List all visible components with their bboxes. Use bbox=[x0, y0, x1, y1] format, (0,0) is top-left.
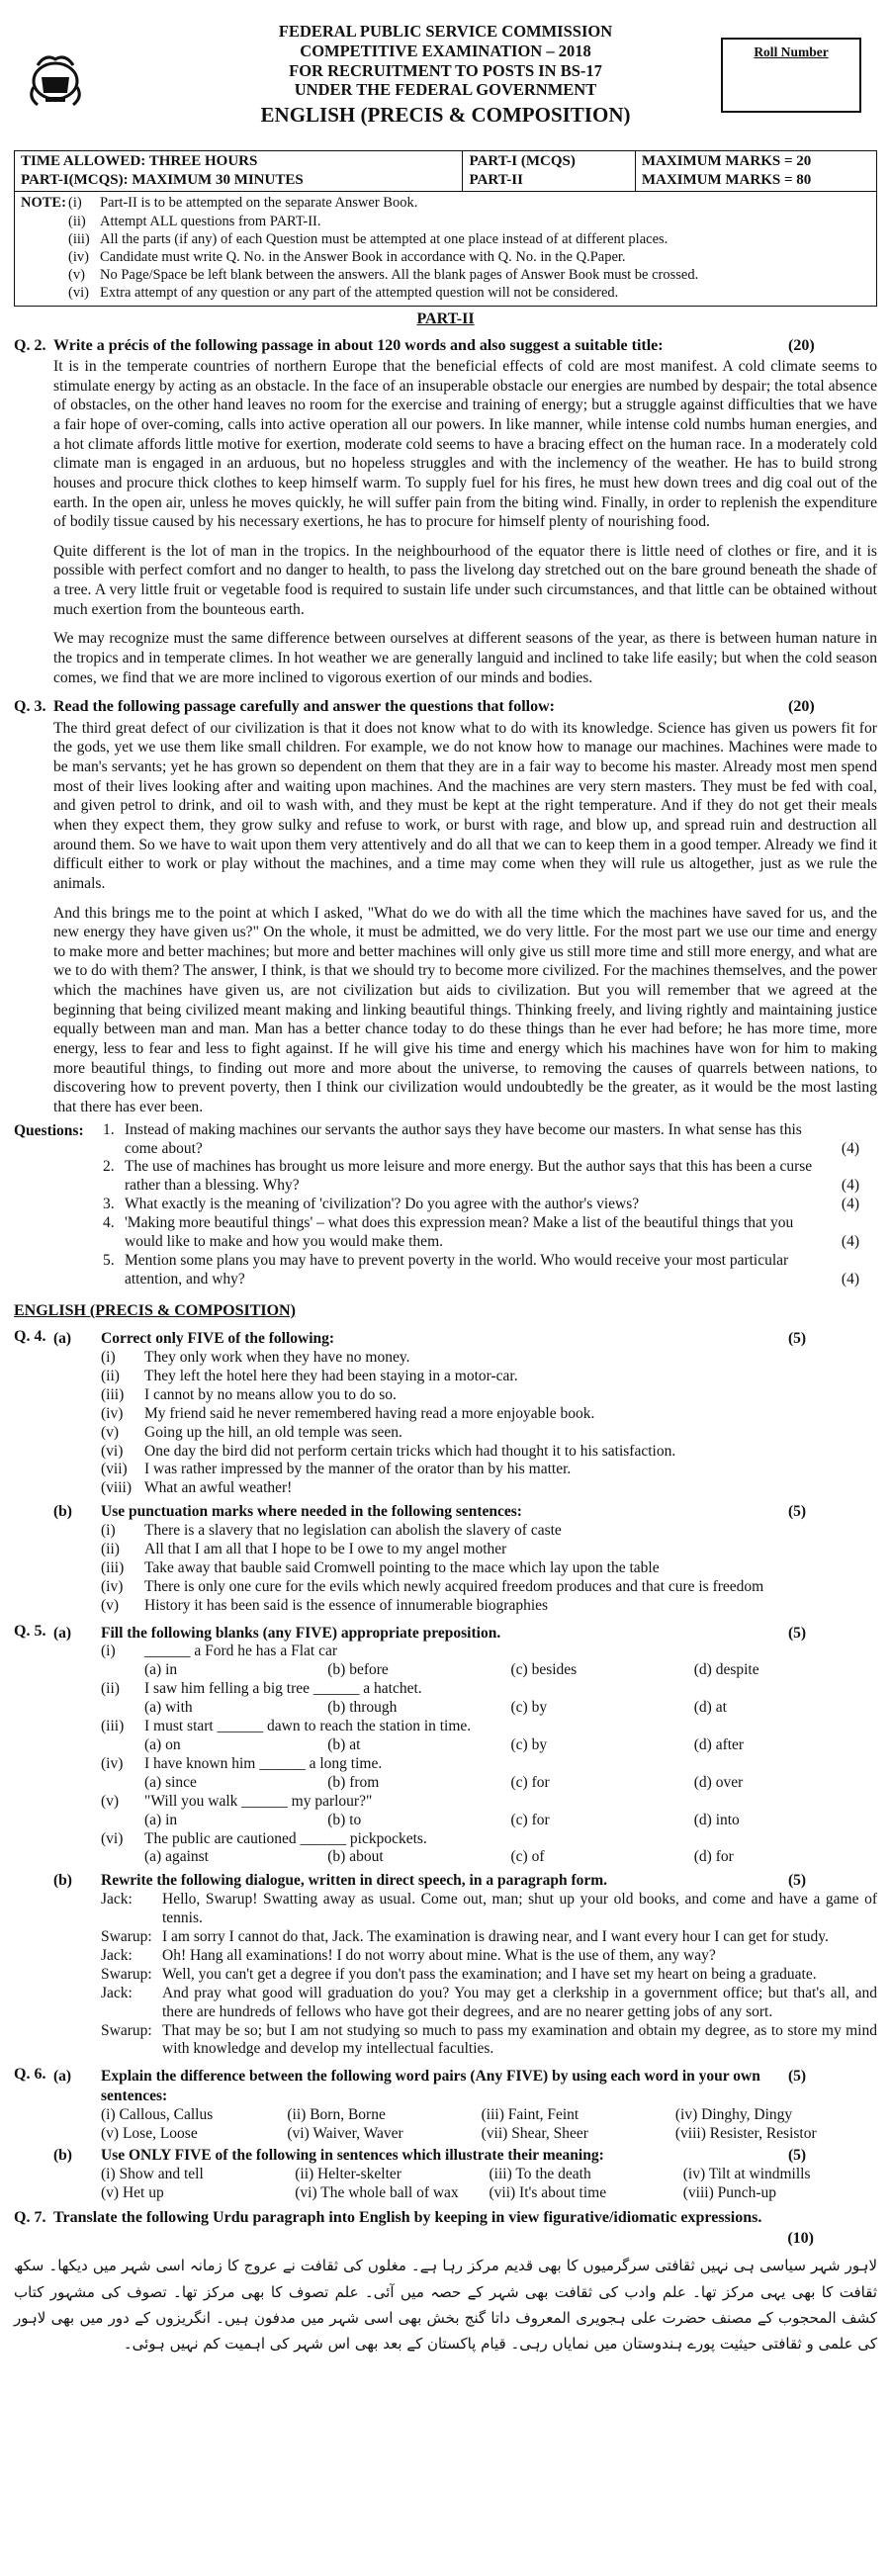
item-number: (viii) bbox=[101, 1479, 132, 1497]
note-row bbox=[21, 248, 870, 266]
govt-line: UNDER THE FEDERAL GOVERNMENT bbox=[294, 80, 597, 100]
item-text: What an awful weather! bbox=[144, 1479, 293, 1497]
item-number: (v) bbox=[101, 1423, 120, 1441]
note-number: (iii) bbox=[68, 230, 90, 247]
item-number: (iii) bbox=[101, 1558, 125, 1576]
question-marks: (20) bbox=[788, 336, 815, 354]
option: (a) in bbox=[144, 1661, 178, 1679]
part-label: (a) bbox=[53, 2068, 72, 2086]
note-spacer bbox=[21, 284, 64, 302]
speech: Oh! Hang all examinations! I do not worry about mine. What is the use of them, any way? bbox=[162, 1946, 716, 1964]
dialogue-line bbox=[101, 1985, 877, 2022]
question-item-text: Instead of making machines our servants the author says they have become our masters. In what sense has this come about? bbox=[125, 1120, 802, 1157]
list-item bbox=[101, 1461, 877, 1479]
question-number: Q. 2. bbox=[14, 336, 46, 354]
passage-paragraph: We may recognize must the same difference between ourselves at different seasons of the year, as there is between human nature in the tropics and in temperate climes. In hot weather we are generally languid and inclined to take life easily; but when the cold season comes, we find that we are more inclined to vigorous exertion of our minds and bodies. bbox=[53, 630, 877, 686]
option: (c) besides bbox=[510, 1661, 578, 1679]
option: (d) at bbox=[693, 1699, 727, 1717]
question-item-text: What exactly is the meaning of 'civilization'? Do you agree with the author's views? bbox=[125, 1196, 640, 1213]
blank-item bbox=[101, 1680, 877, 1699]
word-pair: (vi) The whole ball of wax bbox=[295, 2183, 459, 2201]
time-allowed: TIME ALLOWED: THREE HOURS bbox=[21, 153, 258, 169]
word-pair: (vii) It's about time bbox=[489, 2183, 607, 2201]
speaker: Jack: bbox=[101, 1984, 133, 2001]
note-row bbox=[21, 230, 870, 248]
item-number: (iii) bbox=[101, 1718, 125, 1735]
option-row bbox=[101, 1812, 877, 1830]
part2-marks: MAXIMUM MARKS = 80 bbox=[641, 172, 812, 189]
question-title: Write a précis of the following passage in about 120 words and also suggest a suitable title: bbox=[53, 336, 664, 354]
item-text: I must start ______ dawn to reach the station in time. bbox=[144, 1718, 472, 1735]
part-marks: (5) bbox=[788, 1872, 807, 1890]
list-item bbox=[101, 1559, 877, 1578]
part2-label: PART-II bbox=[469, 172, 523, 189]
item-number: (vi) bbox=[101, 1829, 124, 1847]
paper-header bbox=[14, 22, 877, 150]
part1-time: PART-I(MCQS): MAXIMUM 30 MINUTES bbox=[21, 172, 304, 189]
note-number: (iv) bbox=[68, 248, 89, 265]
dialogue-line bbox=[101, 1928, 877, 1947]
option: (a) against bbox=[144, 1848, 209, 1866]
word-pair: (viii) Resister, Resistor bbox=[674, 2124, 817, 2142]
part-marks: (5) bbox=[788, 1624, 807, 1642]
item-text: One day the bird did not perform certain tricks which had thought it to his satisfaction. bbox=[144, 1442, 676, 1460]
item-text: There is only one cure for the evils which newly acquired freedom produces and that cure is freedom bbox=[144, 1577, 764, 1595]
note-row bbox=[21, 194, 870, 212]
blank-item bbox=[101, 1643, 877, 1661]
comprehension-question bbox=[103, 1252, 877, 1289]
note-number: (v) bbox=[68, 266, 85, 283]
question-item-text: Mention some plans you may have to prevent poverty in the world. Who would receive your most particular attention, and why? bbox=[125, 1251, 789, 1288]
list-item bbox=[101, 1424, 877, 1443]
option: (c) for bbox=[510, 1773, 550, 1791]
note-spacer bbox=[21, 266, 64, 284]
recruit-line: FOR RECRUITMENT TO POSTS IN BS-17 bbox=[289, 60, 602, 80]
note-text: Attempt ALL questions from PART-II. bbox=[100, 213, 321, 229]
option: (c) by bbox=[510, 1736, 548, 1754]
word-pair: (ii) Born, Borne bbox=[287, 2106, 386, 2123]
question-item-marks: (4) bbox=[841, 1196, 859, 1213]
list-item bbox=[101, 1386, 877, 1405]
item-text: I cannot by no means allow you to do so. bbox=[144, 1385, 397, 1403]
item-number: (vii) bbox=[101, 1461, 128, 1478]
question-item-marks: (4) bbox=[841, 1233, 859, 1251]
option: (b) at bbox=[327, 1736, 361, 1754]
word-pair: (i) Show and tell bbox=[101, 2165, 204, 2182]
question-item-number: 1. bbox=[103, 1120, 115, 1138]
list-item bbox=[101, 1597, 877, 1616]
question-number: Q. 5. bbox=[14, 1622, 46, 1640]
dialogue-line bbox=[101, 2022, 877, 2060]
list-item bbox=[101, 1443, 877, 1462]
part-label: (a) bbox=[53, 1330, 72, 1348]
item-number: (v) bbox=[101, 1792, 120, 1810]
question-item-number: 4. bbox=[103, 1214, 115, 1232]
passage-paragraph: It is in the temperate countries of northern Europe that the beneficial effects of cold are most manifest. A cold climate seems to stimulate energy by acting as an obstacle. In the face of an insuperable obstacle our energies are numbed by despair; the total absence of obstacles, on the other hand leaves no room for the exercise and training of energy; but a struggle against difficulties that we have a fair hope of over-coming, calls into active operation all our powers. In like manner, while intense cold numbs human energies, and a hot climate affords little motive for exertion, moderate cold seems to have a bracing effect on the human race. In a moderately cold climate man is engaged in an arduous, but no hopeless struggles and with the inclemency of the weather. He has to build strong houses and procure thick clothes to keep himself warm. To supply fuel for his fires, he must hew down trees and dig coal out of the earth. In the open air, unless he moves quickly, he will suffer pain from the biting wind. Finally, in order to replenish the expenditure of bodily tissue caused by his necessary exertions, he has to procure for himself plenty of nourishing food. bbox=[53, 358, 877, 531]
option: (c) of bbox=[510, 1848, 545, 1866]
question-title: Translate the following Urdu paragraph into English by keeping in view figurative/idiomatic expressions. bbox=[53, 2209, 762, 2227]
item-text: My friend said he never remembered having read a more enjoyable book. bbox=[144, 1404, 595, 1422]
option: (d) despite bbox=[693, 1661, 759, 1679]
word-pair: (iii) Faint, Feint bbox=[481, 2106, 579, 2123]
speaker: Jack: bbox=[101, 1891, 133, 1909]
part-title: Explain the difference between the following word pairs (Any FIVE) by using each word in your own sentences: bbox=[101, 2068, 760, 2105]
word-pair: (iv) Tilt at windmills bbox=[682, 2165, 811, 2182]
speaker: Swarup: bbox=[101, 2021, 152, 2039]
word-pair: (i) Callous, Callus bbox=[101, 2106, 214, 2123]
blank-item bbox=[101, 1755, 877, 1774]
question-item-marks: (4) bbox=[841, 1270, 859, 1288]
passage-paragraph: The third great defect of our civilization is that it does not know what to do with its knowledge. Science has given us powers fit for the gods, yet we use them like small children. For example, we do not know how to manage our machines. Machines were made to be man's servants; yet he has grown so dependent on them that they are in a fair way to become his master. Already most men spend most of their lives looking after and waiting upon machines. And the machines are very stern masters. They must be fed with coal, and given petrol to drink, and oil to wash with, and they must be kept at the right temperature. And if they do not get their meals when they expect them, they grow sulky and refuse to work, or burst with rage, and blow up, and spread ruin and destruction all around them. So we have to wait upon them very attentively and do all that we can to keep them in a good temper. Already we find it difficult either to work or play without the machines, and a time may come when they will rule us altogether, just as we rule the animals. bbox=[53, 719, 877, 892]
question-item-marks: (4) bbox=[841, 1139, 859, 1157]
item-number: (iii) bbox=[101, 1385, 125, 1403]
question-4 bbox=[14, 1327, 877, 1615]
item-text: "Will you walk ______ my parlour?" bbox=[144, 1792, 373, 1810]
item-text: I have known him ______ a long time. bbox=[144, 1754, 383, 1772]
subject-title: ENGLISH (PRECIS & COMPOSITION) bbox=[260, 103, 631, 128]
question-2 bbox=[14, 336, 877, 688]
note-number: (vi) bbox=[68, 285, 89, 301]
item-text: All that I am all that I hope to be I owe to my angel mother bbox=[144, 1541, 507, 1558]
item-text: They left the hotel here they had been staying in a motor-car. bbox=[144, 1367, 518, 1384]
item-text: I saw him felling a big tree ______ a hatchet. bbox=[144, 1680, 422, 1698]
part-marks: (5) bbox=[788, 1330, 807, 1348]
word-pair: (ii) Helter-skelter bbox=[295, 2165, 401, 2182]
note-row bbox=[21, 213, 870, 230]
part-title: Fill the following blanks (any FIVE) appropriate preposition. bbox=[101, 1624, 501, 1642]
option: (c) by bbox=[510, 1699, 548, 1717]
comprehension-question bbox=[103, 1214, 877, 1252]
item-text: They only work when they have no money. bbox=[144, 1349, 410, 1367]
part-marks: (5) bbox=[788, 1503, 807, 1521]
option: (b) through bbox=[327, 1699, 398, 1717]
list-item bbox=[101, 1405, 877, 1424]
note-spacer bbox=[21, 248, 64, 266]
item-text: History it has been said is the essence of innumerable biographies bbox=[144, 1596, 549, 1614]
item-number: (iv) bbox=[101, 1754, 124, 1772]
list-item bbox=[101, 1368, 877, 1386]
blank-item bbox=[101, 1718, 877, 1736]
list-item bbox=[101, 1541, 877, 1559]
item-number: (ii) bbox=[101, 1541, 120, 1558]
part-title: Rewrite the following dialogue, written in direct speech, in a paragraph form. bbox=[101, 1872, 608, 1890]
item-number: (i) bbox=[101, 1522, 116, 1540]
comprehension-questions bbox=[14, 1121, 877, 1289]
option: (a) since bbox=[144, 1773, 197, 1791]
speech: And pray what good will graduation do you? You may get a clerkship in a government office; but that's all, and there are hundreds of fellows who have got their degrees, and are no nearer getting jobs of any sort. bbox=[162, 1984, 877, 2020]
note-text: Extra attempt of any question or any part of the attempted question will not be considered. bbox=[100, 285, 619, 301]
word-pair: (iii) To the death bbox=[489, 2165, 591, 2182]
note-text: Part-II is to be attempted on the separate Answer Book. bbox=[100, 195, 418, 212]
item-text: Going up the hill, an old temple was seen. bbox=[144, 1423, 402, 1441]
part-marks: (5) bbox=[788, 2146, 807, 2164]
item-number: (ii) bbox=[101, 1680, 120, 1698]
comprehension-question bbox=[103, 1121, 877, 1159]
speech: Well, you can't get a degree if you don't pass the examination; and I have set my heart on being a graduate. bbox=[162, 1965, 817, 1983]
part-marks: (5) bbox=[788, 2068, 807, 2086]
note-text: Candidate must write Q. No. in the Answer Book in accordance with Q. No. in the Q.Paper. bbox=[100, 248, 626, 265]
section-title: ENGLISH (PRECIS & COMPOSITION) bbox=[14, 1301, 296, 1319]
option: (b) to bbox=[327, 1811, 362, 1828]
speaker: Swarup: bbox=[101, 1928, 152, 1945]
option-row bbox=[101, 1848, 877, 1867]
part-label: (a) bbox=[53, 1624, 72, 1642]
option-row bbox=[101, 1736, 877, 1755]
dialogue-line bbox=[101, 1947, 877, 1966]
question-item-number: 3. bbox=[103, 1196, 115, 1213]
item-text: ______ a Ford he has a Flat car bbox=[144, 1643, 337, 1660]
option: (d) after bbox=[693, 1736, 745, 1754]
part-label: (b) bbox=[53, 1872, 72, 1890]
question-marks: (20) bbox=[788, 698, 815, 716]
passage-paragraph: And this brings me to the point at which I asked, "What do we do with all the time which the machines have saved for us, and the new energy they have given us?" On the whole, it must be admitted, we do very little. For the most part we use our time and energy to make more and better machines; but more and better machines will only give us still more time and still more energy, and what are we to do with them? The answer, I think, is that we should try to become more civilized. For the machines themselves, and the power which the machines have given us, are not civilization but aids to civilization. But you will remember that we agreed at the beginning that being civilized meant making and linking beautiful things. Thinking freely, and living rightly and maintaining justice equally between man and man. Man has a better chance today to do these things than he ever had before; he has more time, more energy, less to fear and less to fight against. If he will give his time and energy which his machines have won for him to making more beautiful things, to finding out more and more about the universe, to removing the causes of quarrels between nations, to discovering how to prevent poverty, then I think our civilization would undoubtedly be the greater, as it would be the most lasting that there has ever been. bbox=[53, 904, 877, 1115]
option: (d) over bbox=[693, 1773, 744, 1791]
option: (a) with bbox=[144, 1699, 193, 1717]
list-item bbox=[101, 1578, 877, 1597]
item-number: (iv) bbox=[101, 1577, 124, 1595]
note-text: No Page/Space be left blank between the answers. All the blank pages of Answer Book must be crossed. bbox=[100, 266, 699, 283]
note-row bbox=[21, 284, 870, 302]
note-label: NOTE: bbox=[21, 195, 66, 212]
note-row bbox=[21, 266, 870, 284]
option: (b) before bbox=[327, 1661, 389, 1679]
list-item bbox=[101, 1522, 877, 1541]
question-number: Q. 6. bbox=[14, 2066, 46, 2084]
urdu-paragraph: لاہور شہر سیاسی ہی نہیں ثقافتی سرگرمیوں کا بھی قدیم مرکز رہا ہے۔ مغلوں کی ثقافت نے عروج کا زمانہ اسی شہر میں دیکھا۔ سکھ ثقافت کا بھی یہی مرکز تھا۔ علم وادب کی ثقافت بھی شہر کے حصہ میں آئی۔ علم تصوف کا بھی مرکز تھا۔ تصوف کی مشہور کتاب کشف المحجوب کے مصنف حضرت علی ہجویری المعروف داتا گنج بخش بھی اسی شہر میں مدفون ہیں۔ انگریزوں کے دور میں بھی لاہور کی علمی و ثقافتی حیثیت پورے ہندوستان میں نمایاں رہی۔ قیام پاکستان کے بعد بھی اس شہر کی اہمیت کم نہیں ہوئی۔ bbox=[14, 2257, 877, 2354]
question-7 bbox=[14, 2208, 877, 2249]
question-item-number: 5. bbox=[103, 1251, 115, 1269]
passage-paragraph: Quite different is the lot of man in the tropics. In the neighbourhood of the equator there is little need of clothes or fire, and it is possible with perfect comfort and no danger to health, to pass the livelong day stretched out on the bare ground beneath the shade of a tree. A very little fruit or vegetable food is required to sustain life under such circumstances, and that little can be obtained without much exertion from the bounteous earth. bbox=[53, 542, 877, 618]
option: (d) into bbox=[693, 1811, 740, 1828]
part-title: Use punctuation marks where needed in the following sentences: bbox=[101, 1503, 522, 1521]
part1-marks: MAXIMUM MARKS = 20 bbox=[641, 153, 812, 169]
item-number: (vi) bbox=[101, 1442, 124, 1460]
word-pair: (vii) Shear, Sheer bbox=[481, 2124, 588, 2142]
option: (d) for bbox=[693, 1848, 734, 1866]
org-name: FEDERAL PUBLIC SERVICE COMMISSION bbox=[278, 22, 613, 41]
question-number: Q. 3. bbox=[14, 698, 46, 716]
word-pair: (iv) Dinghy, Dingy bbox=[674, 2106, 793, 2123]
question-title: Read the following passage carefully and answer the questions that follow: bbox=[53, 698, 555, 716]
part-label: (b) bbox=[53, 2146, 72, 2164]
speech: Hello, Swarup! Swatting away as usual. Come out, man; shut up your old books, and come and have a game of tennis. bbox=[162, 1891, 877, 1927]
dialogue-line bbox=[101, 1966, 877, 1985]
speaker: Swarup: bbox=[101, 1965, 152, 1983]
note-number: (ii) bbox=[68, 213, 86, 229]
question-item-text: 'Making more beautiful things' – what does this expression mean? Make a list of the beautiful things that you would like to make and how you would make them. bbox=[125, 1214, 794, 1251]
option-row bbox=[101, 1661, 877, 1680]
option: (c) for bbox=[510, 1811, 550, 1828]
questions-label: Questions: bbox=[14, 1121, 84, 1139]
word-pair: (viii) Punch-up bbox=[682, 2183, 777, 2201]
question-item-number: 2. bbox=[103, 1158, 115, 1176]
speech: That may be so; but I am not studying so much to pass my examination and obtain my degree, as to store my mind with knowledge and develop my intellectual faculties. bbox=[162, 2021, 877, 2058]
part-title: Correct only FIVE of the following: bbox=[101, 1330, 335, 1348]
exam-name: COMPETITIVE EXAMINATION – 2018 bbox=[300, 41, 591, 60]
question-marks: (10) bbox=[787, 2229, 814, 2247]
roll-number-box[interactable] bbox=[721, 38, 861, 113]
word-pair: (v) Lose, Loose bbox=[101, 2124, 198, 2142]
question-5 bbox=[14, 1622, 877, 2060]
option: (a) on bbox=[144, 1736, 181, 1754]
question-3 bbox=[14, 697, 877, 1116]
item-number: (ii) bbox=[101, 1367, 120, 1384]
list-item bbox=[101, 1479, 877, 1498]
part-ii-title: PART-II bbox=[416, 311, 475, 328]
item-number: (iv) bbox=[101, 1404, 124, 1422]
item-number: (i) bbox=[101, 1349, 116, 1367]
option: (b) about bbox=[327, 1848, 384, 1866]
note-spacer bbox=[21, 230, 64, 248]
option-row bbox=[101, 1774, 877, 1793]
part1-label: PART-I (MCQS) bbox=[469, 153, 576, 169]
part-label: (b) bbox=[53, 1503, 72, 1521]
question-item-marks: (4) bbox=[841, 1177, 859, 1195]
item-text: I was rather impressed by the manner of the orator than by his matter. bbox=[144, 1461, 572, 1478]
time-marks-table bbox=[14, 150, 877, 192]
item-text: The public are cautioned ______ pickpockets. bbox=[144, 1829, 427, 1847]
option: (a) in bbox=[144, 1811, 178, 1828]
note-text: All the parts (if any) of each Question must be attempted at one place instead of at different places. bbox=[100, 230, 668, 247]
option-row bbox=[101, 1699, 877, 1718]
part-title: Use ONLY FIVE of the following in sentences which illustrate their meaning: bbox=[101, 2146, 604, 2164]
notes-box bbox=[14, 192, 877, 307]
comprehension-question bbox=[103, 1158, 877, 1196]
blank-item bbox=[101, 1830, 877, 1849]
word-pair: (v) Het up bbox=[101, 2183, 164, 2201]
item-number: (i) bbox=[101, 1643, 116, 1660]
question-item-text: The use of machines has brought us more leisure and more energy. But the author says that this has been a curse rather than a blessing. Why? bbox=[125, 1158, 813, 1195]
word-pair: (vi) Waiver, Waver bbox=[287, 2124, 403, 2142]
list-item bbox=[101, 1349, 877, 1368]
question-6 bbox=[14, 2065, 877, 2202]
item-text: Take away that bauble said Cromwell pointing to the mace which lay upon the table bbox=[144, 1558, 660, 1576]
option: (b) from bbox=[327, 1773, 380, 1791]
dialogue-line bbox=[101, 1891, 877, 1928]
comprehension-question bbox=[103, 1196, 877, 1214]
speech: I am sorry I cannot do that, Jack. The examination is drawing near, and I want every hour I can get for study. bbox=[162, 1928, 829, 1945]
note-spacer bbox=[21, 213, 64, 230]
blank-item bbox=[101, 1793, 877, 1812]
note-number: (i) bbox=[68, 195, 82, 212]
speaker: Jack: bbox=[101, 1946, 133, 1964]
roll-number-label: Roll Number bbox=[754, 44, 829, 59]
item-text: There is a slavery that no legislation can abolish the slavery of caste bbox=[144, 1522, 562, 1540]
item-number: (v) bbox=[101, 1596, 120, 1614]
question-number: Q. 7. bbox=[14, 2209, 46, 2227]
question-number: Q. 4. bbox=[14, 1328, 46, 1346]
